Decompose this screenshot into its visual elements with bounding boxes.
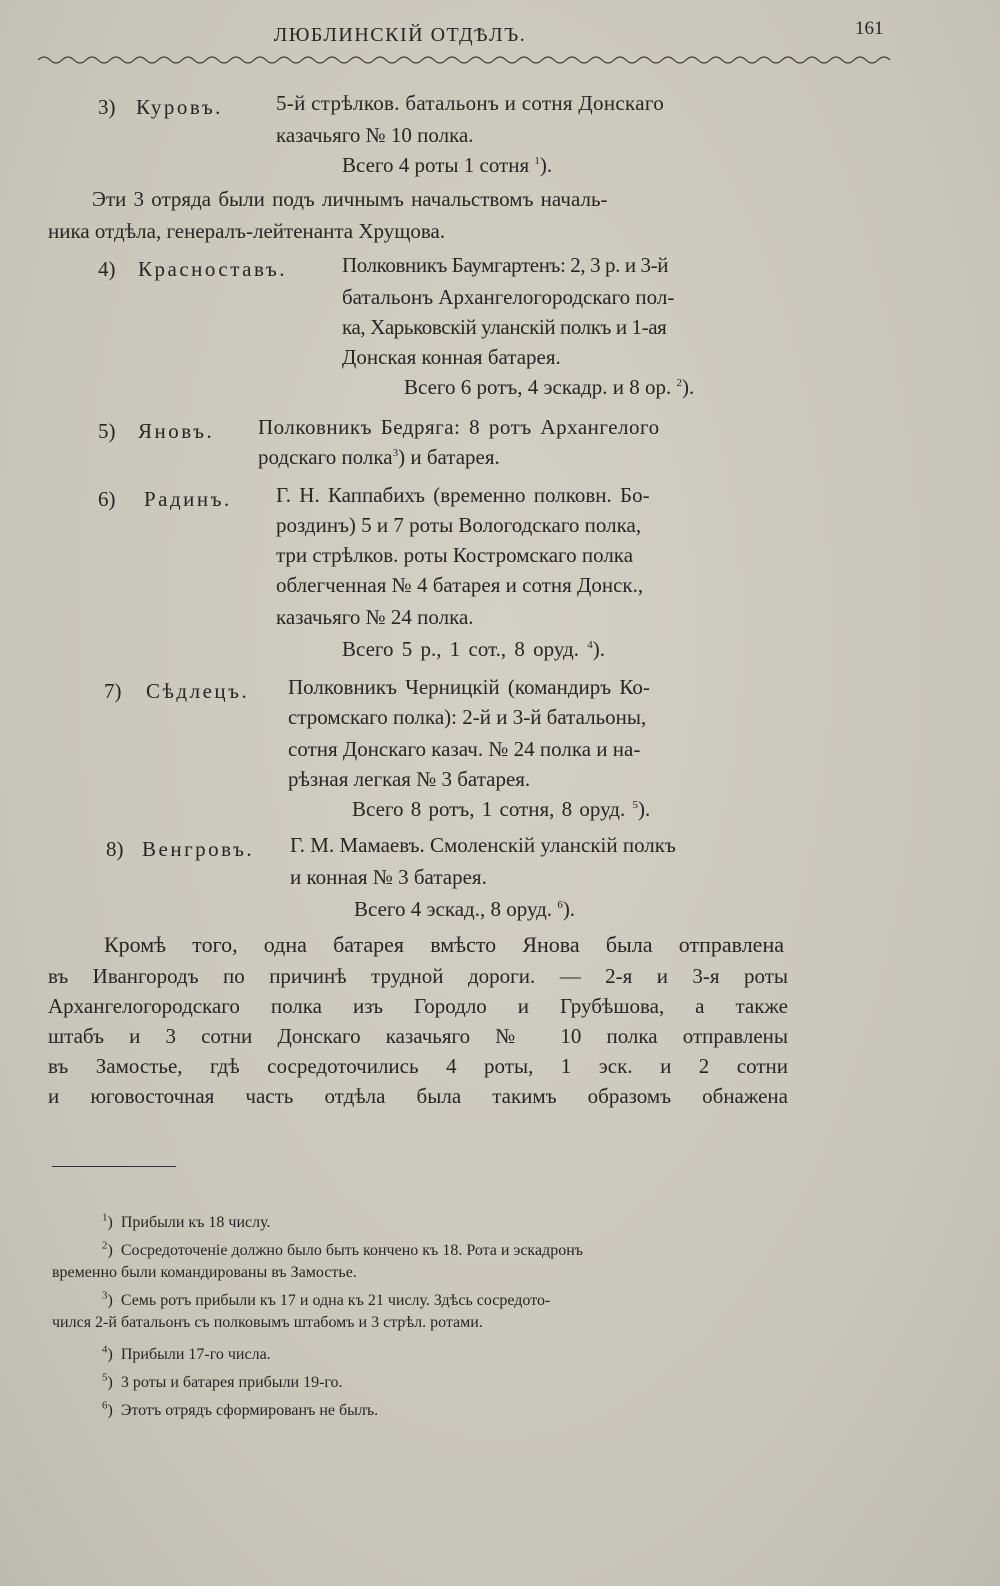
paragraph-line: Кромѣ того, одна батарея вмѣсто Янова была отправлена	[104, 932, 784, 957]
footnote: $^4$) Прибыли 17-го числа.	[102, 1343, 271, 1363]
entry-total: Всего 8 ротъ, 1 сотня, 8 оруд. $^5$).	[352, 797, 651, 821]
running-header: ЛЮБЛИНСКІЙ ОТДѢЛЪ.	[273, 24, 527, 46]
footnote: $^2$) Сосредоточеніе должно было быть кончено къ 18. Рота и эскадронъ	[102, 1239, 584, 1259]
footnote-continuation: временно были командированы въ Замостье.	[52, 1264, 357, 1281]
footnote-mark: 4	[102, 1343, 108, 1356]
paragraph-line: и юговосточная часть отдѣла была такимъ образомъ обнажена	[48, 1084, 788, 1108]
header-wavy-rule	[38, 52, 893, 66]
entry-line: казачьяго № 24 полка.	[276, 605, 474, 629]
entry-line: Г. М. Мамаевъ. Смоленскій уланскій полкъ	[290, 833, 676, 857]
page-number: 161	[855, 18, 884, 39]
footnote-continuation: чился 2-й батальонъ съ полковымъ штабомъ и 3 стрѣл. ротами.	[52, 1314, 483, 1331]
entry-line: рѣзная легкая № 3 батарея.	[288, 767, 531, 791]
entry-line: Донская конная батарея.	[342, 345, 561, 369]
entry-line: Полковникъ Баумгартенъ: 2, 3 р. и 3-й	[342, 253, 669, 277]
entry-place: Куровъ.	[136, 95, 223, 119]
footnote-mark: 1	[102, 1211, 108, 1224]
footnote-ref: 4	[587, 639, 593, 651]
entry-total: Всего 4 эскад., 8 оруд. $^6$).	[354, 897, 576, 921]
entry-number: 6)	[98, 487, 116, 511]
entry-total: Всего 6 ротъ, 4 эскадр. и 8 ор. $^2$).	[404, 375, 695, 399]
entry-line: казачьяго № 10 полка.	[276, 123, 474, 147]
entry-line: ка, Харьковскій уланскій полкъ и 1-ая	[342, 315, 667, 339]
entry-line: три стрѣлков. роты Костромскаго полка	[276, 543, 634, 567]
entry-line: роздинъ) 5 и 7 роты Вологодскаго полка,	[276, 513, 642, 537]
entry-line: батальонъ Архангелогородскаго пол-	[342, 285, 675, 309]
entry-line: 5-й стрѣлков. батальонъ и сотня Донскаго	[276, 91, 665, 115]
entry-number: 8)	[106, 837, 124, 861]
footnote-mark: 2	[102, 1239, 108, 1252]
entry-line: Г. Н. Каппабихъ (временно полковн. Бо-	[276, 483, 650, 507]
entry-number: 4)	[98, 257, 116, 281]
entry-place: Радинъ.	[144, 487, 232, 511]
entry-line: облегченная № 4 батарея и сотня Донск.,	[276, 573, 644, 597]
footnote: $^1$) Прибыли къ 18 числу.	[102, 1211, 271, 1231]
entry-number: 7)	[104, 679, 122, 703]
footnote-ref: 1	[534, 155, 540, 167]
footnote-ref: 2	[676, 377, 682, 389]
entry-total: Всего 4 роты 1 сотня $^1$).	[342, 153, 553, 177]
entry-total: Всего 5 р., 1 сот., 8 оруд. $^4$).	[342, 637, 605, 661]
entry-place: Яновъ.	[138, 419, 215, 443]
entry-line: стромскаго полка): 2-й и 3-й батальоны,	[288, 705, 647, 729]
paragraph-line: въ Замостье, гдѣ сосредоточились 4 роты, 1 эск. и 2 сотни	[48, 1054, 788, 1078]
entry-number: 3)	[98, 95, 116, 119]
entry-line: и конная № 3 батарея.	[290, 865, 487, 889]
footnote: $^6$) Этотъ отрядъ сформированъ не былъ.	[102, 1399, 379, 1419]
entry-place: Сѣдлецъ.	[146, 679, 250, 703]
footnote-mark: 5	[102, 1371, 108, 1384]
entry-line: сотня Донскаго казач. № 24 полка и на-	[288, 737, 641, 761]
paragraph-line: Архангелогородскаго полка изъ Городло и Грубѣшова, а также	[48, 994, 788, 1018]
paragraph-line: въ Ивангородъ по причинѣ трудной дороги. — 2-я и 3-я роты	[48, 964, 788, 988]
footnote: $^5$) 3 роты и батарея прибыли 19-го.	[102, 1371, 343, 1391]
footnote-ref: 5	[632, 799, 638, 811]
footnote-ref: 6	[557, 899, 563, 911]
entry-number: 5)	[98, 419, 116, 443]
summary-line: Эти 3 отряда были подъ личнымъ начальствомъ началь-	[92, 187, 608, 211]
summary-line: ника отдѣла, генералъ-лейтенанта Хрущова.	[48, 219, 446, 243]
footnote-separator	[52, 1166, 176, 1167]
footnote-mark: 3	[102, 1289, 108, 1302]
entry-place: Красноставъ.	[138, 257, 287, 281]
footnote: $^3$) Семь ротъ прибыли къ 17 и одна къ 21 числу. Здѣсь сосредото-	[102, 1289, 551, 1309]
paragraph-line: штабъ и 3 сотни Донскаго казачьяго № 10 полка отправлены	[48, 1024, 788, 1048]
footnote-ref: 3	[392, 447, 399, 459]
entry-line: родскаго полка$^3$) и батарея.	[258, 445, 500, 469]
entry-line: Полковникъ Черницкій (командиръ Ко-	[288, 675, 650, 699]
entry-line: Полковникъ Бедряга: 8 ротъ Архангелого	[258, 415, 660, 439]
entry-place: Венгровъ.	[142, 837, 255, 861]
footnote-mark: 6	[102, 1399, 108, 1412]
